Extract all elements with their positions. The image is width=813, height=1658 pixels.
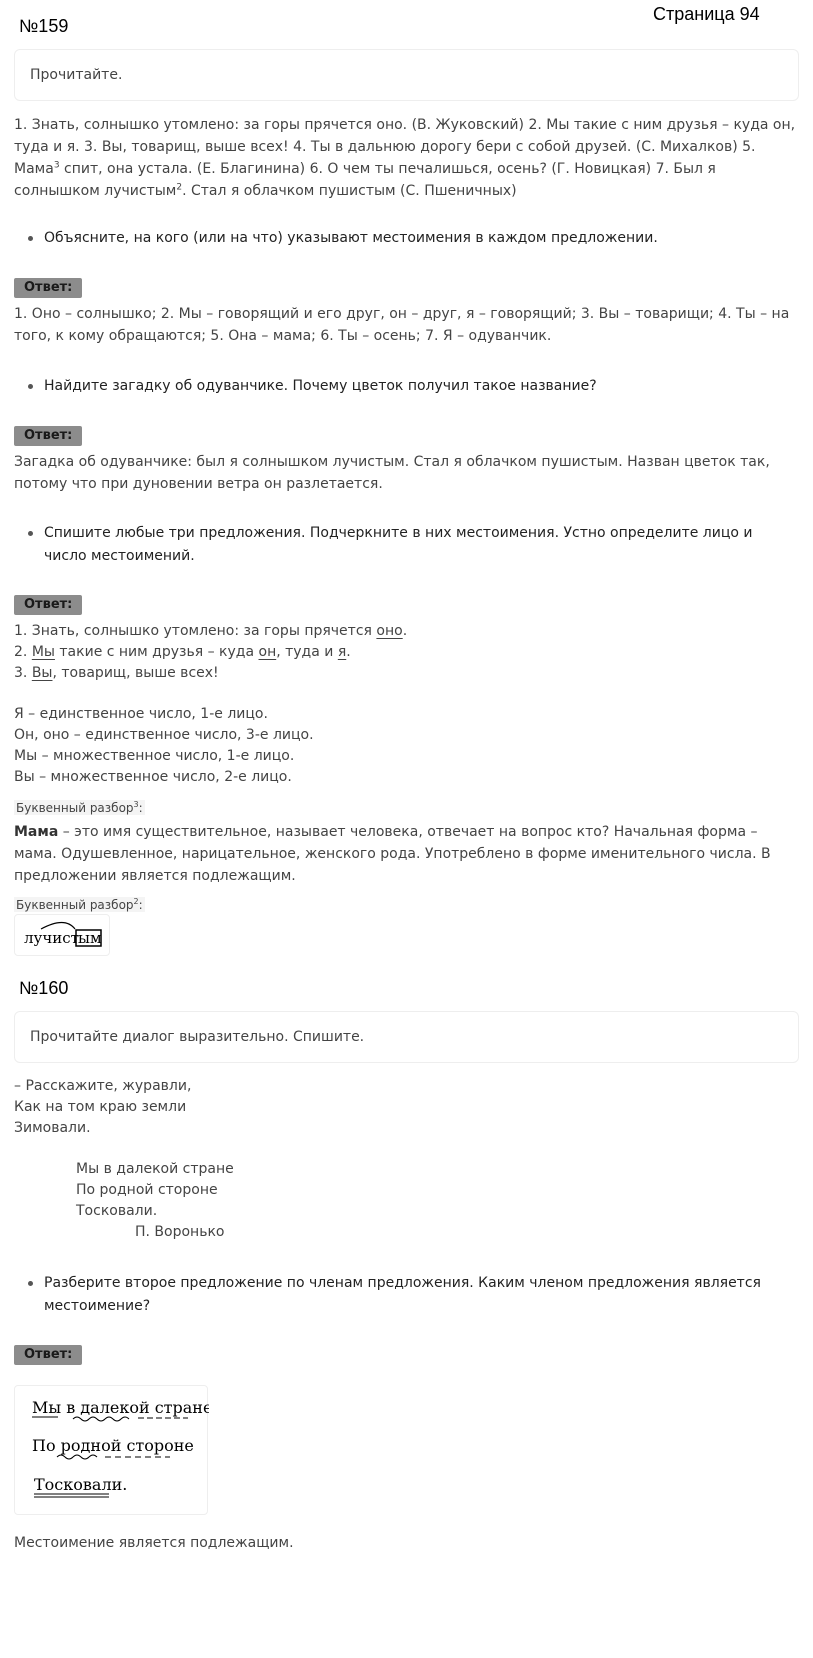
answer-badge: Ответ: <box>14 595 82 615</box>
footnote-3: 3 <box>53 160 60 171</box>
question-line: число местоимений. <box>44 548 195 564</box>
answer-1 <box>14 303 799 347</box>
task-159-text <box>14 114 799 202</box>
question-line: Спишите любые три предложения. Подчеркните в них местоимения. Устно определите лицо и <box>44 525 753 541</box>
underlined-pronoun: я <box>337 644 347 660</box>
question-3 <box>22 522 792 568</box>
poem-author: П. Воронько <box>135 1224 225 1240</box>
parse-line: предложении является подлежащим. <box>14 868 296 884</box>
poem-line: – Расскажите, журавли, <box>14 1078 192 1094</box>
question-2: Найдите загадку об одуванчике. Почему цветок получил такое название? <box>22 375 792 398</box>
text-line: туда и я. 3. Вы, товарищ, выше всех! 4. Ты в дальнюю дорогу бери с собой друзей. (С. Михалков) 5. <box>14 139 756 155</box>
morpheme-word-ending: ым <box>78 929 102 947</box>
answer-badge: Ответ: <box>14 426 82 446</box>
question-1: Объясните, на кого (или на что) указывают местоимения в каждом предложении. <box>22 227 792 250</box>
parse-2-label: Буквенный разбор$^2$: <box>16 897 143 912</box>
text-line: Мама$^3$ спит, она устала. (Е. Благинина) 6. О чем ты печалишься, осень? (Г. Новицкая) 7. Был я <box>14 160 716 177</box>
underlined-pronoun: Вы <box>31 665 53 681</box>
poem-line: Как на том краю земли <box>14 1099 187 1115</box>
answer-badge: Ответ: <box>14 278 82 298</box>
parse-line: мама. Одушевленное, нарицательное, женского рода. Употреблено в форме именительного числа. В <box>14 846 771 862</box>
person-line: Он, оно – единственное число, 3-е лицо. <box>14 727 314 743</box>
answer-3-line-2: 2. Мы такие с ним друзья – куда он, туда и я. <box>14 644 351 660</box>
morpheme-scheme-svg <box>15 915 111 957</box>
text-line: 1. Знать, солнышко утомлено: за горы прячется оно. (В. Жуковский) 2. Мы такие с ним друзья – куда он, <box>14 117 796 133</box>
underlined-pronoun: он <box>258 644 277 660</box>
parse-3-label: Буквенный разбор$^3$: <box>16 800 143 815</box>
morpheme-scheme <box>14 914 110 956</box>
task-159-instruction: Прочитайте. <box>30 67 123 83</box>
poem-line: Зимовали. <box>14 1120 91 1136</box>
underlined-pronoun: оно <box>376 623 403 639</box>
parse-3-text: Мама – это имя существительное, называет человека, отвечает на вопрос кто? Начальная форма – мама. Одушевленное, нарицательное, женского рода. Употреблено в форме именительного числа. В предложении является подлежащим. <box>14 821 799 887</box>
question-160 <box>22 1272 792 1318</box>
task-159-instruction-box <box>14 49 799 101</box>
scan-line-2: По родной стороне <box>32 1436 194 1455</box>
answer-3-line-3: 3. Вы, товарищ, выше всех! <box>14 665 219 681</box>
answer-line: потому что при дуновении ветра он разлетается. <box>14 476 383 492</box>
answer-line: того, к кому обращаются; 5. Она – мама; 6. Ты – осень; 7. Я – одуванчик. <box>14 328 552 344</box>
person-line: Вы – множественное число, 2-е лицо. <box>14 769 292 785</box>
adjective-underline <box>57 1455 97 1459</box>
poem-line: Тосковали. <box>76 1203 158 1219</box>
answer-2 <box>14 451 799 495</box>
adjective-underline <box>73 1417 129 1421</box>
question-line: Разберите второе предложение по членам предложения. Каким членом предложения является <box>44 1275 761 1291</box>
footnote-2: 2 <box>176 182 183 193</box>
answer-line: Загадка об одуванчике: был я солнышком лучистым. Стал я облачком пушистым. Назван цветок так, <box>14 454 770 470</box>
answer-badge: Ответ: <box>14 1345 82 1365</box>
conclusion: Местоимение является подлежащим. <box>14 1535 294 1551</box>
person-line: Я – единственное число, 1-е лицо. <box>14 706 268 722</box>
question-line: местоимение? <box>44 1298 151 1314</box>
task-160-instruction-box <box>14 1011 799 1063</box>
task-160-number: №160 <box>19 978 69 998</box>
scan-line-1: Мы в далекой стране <box>32 1398 209 1417</box>
answer-line: 1. Оно – солнышко; 2. Мы – говорящий и его друг, он – друг, я – говорящий; 3. Вы – товарищи; 4. Ты – на <box>14 306 790 322</box>
poem-line: Мы в далекой стране <box>76 1161 234 1177</box>
task-160-instruction: Прочитайте диалог выразительно. Спишите. <box>30 1029 365 1045</box>
poem-line: По родной стороне <box>76 1182 218 1198</box>
text-line: солнышком лучистым$^2$. Стал я облачком пушистым (С. Пшеничных) <box>14 182 517 199</box>
sentence-parse-scheme <box>14 1385 208 1515</box>
morpheme-word-root: лучист <box>24 929 79 947</box>
parse-3-word: Мама <box>14 824 59 840</box>
person-line: Мы – множественное число, 1-е лицо. <box>14 748 295 764</box>
page-title: Страница 94 <box>653 4 760 24</box>
answer-3-line-1: 1. Знать, солнышко утомлено: за горы прячется оно. <box>14 623 408 639</box>
scan-line-3: Тосковали. <box>34 1475 128 1494</box>
sentence-parse-svg <box>15 1386 209 1516</box>
underlined-pronoun: Мы <box>31 644 55 660</box>
task-159-number: №159 <box>19 16 69 36</box>
